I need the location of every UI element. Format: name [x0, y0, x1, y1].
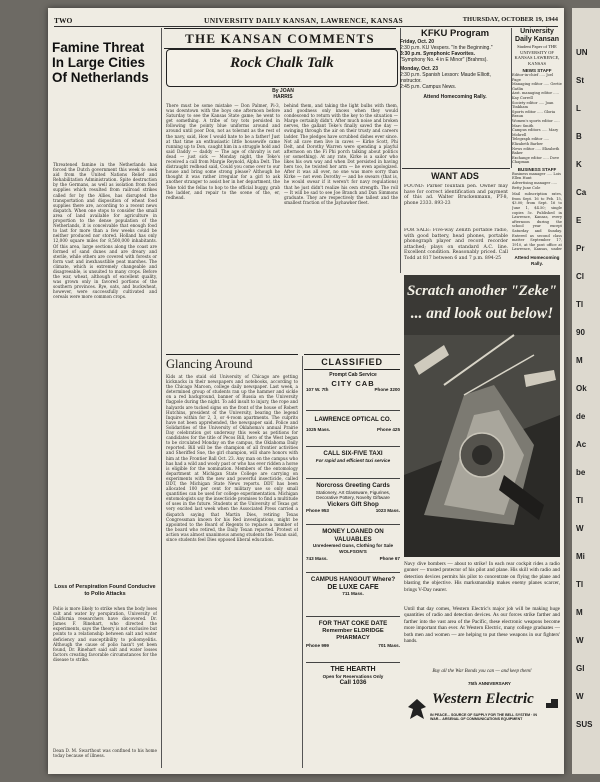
- glancing-around-title: Glancing Around: [166, 354, 298, 372]
- page-fragment: de: [576, 412, 586, 421]
- page-fragment: M: [576, 608, 583, 617]
- ad-head: LAWRENCE OPTICAL CO.: [314, 416, 392, 423]
- ad-name: Remember ELDRIDGE PHARMACY: [322, 627, 384, 641]
- famine-body: Threatened famine in the Netherlands has forced the Dutch government this week to seek aid from the United Nations Relief and Rehabilitation Administration. Spite destruction by the Germans, as well as isolation from food supplies which resulted from railroad strikes called for by the Allies, has disrupted the transportation and disposition of wheat food supplies there are, according to a recent news dispatch. When one stops to consider the small area of land available for agriculture in proportion to the dense population of the Netherlands, it is conceivable that enough food to last for more than a few weeks could be neither produced nor stored. Holland has only 12,000 square miles for 8,500,000 inhabitants. Of this area, large sections along the coast are formed of sand dunes and are dreary and sterile, while others are covered with forests or form vast and inexhaustible peat marshes. The climate, which is extremely changeable and disagreeable, is unsuited to many crops. Before the war, wheat, although of excellent quality, was grown only in favored portions of the southern provinces. Rye, oats, and buckwheat, however, were successfully cultivated and cereals were more common crops.: [53, 162, 157, 300]
- glancing-around-body: Kids at the staid old University of Chicago are getting kicknacks in their newspapers and notebooks, according to the Chicago Maroon, college daily newspaper. Last week, a determined group of students ran up the hammer and sickle on a red background, banner of Russia on the University flagpole during the night. To add insult to injury, the rope and halyards are tucked signs on the front of the house of Robert Hutchins, president of the University, bearing the legend Inquire within for 2, 3, or 4-room apartments. The culprits have not been apprehended, the newspaper said. Police and Solidarities of the University of Oklahoma's annual Prairie Day celebration got underway this week as petitions for candidates for the title of Pecos Bill, hero of the West began to be circulated Monday on the campus, the Oklahoma Daily reported. Bill will be the champion of all frontier activities and Sheriffed Sue, the girl champion, will share honors with him at the Frontier Ball Oct. 23. Any man on the campus who has had a wild and wooly past or who has ever ridden a horse is eligible for the nomination. Members of the entomology department at Michigan State College are carrying on experiments with the new and powerful insecticide, called DDT, the Michigan State News reports. DDT has been allocated 100 per cent for military use so only small quantities can be used for college experimentation. Michigan entomologists say the insecticide promises to find a multitude of uses in the future. Students at the University of Texas got very excited last week when the Associated Press carried a dispatch saying that Martin Dies, retiring Texas Congressman known for his Red investigations, might be appointed to the Board of Regents to replace a member of the board who retired, the Daily Texan reported. Protest of action was almost unanimous among students the Texan said, since students feel Dies opposed liberal education.: [166, 374, 298, 542]
- ad-head: Norcross Greeting Cards: [316, 482, 390, 489]
- kfku-title: KFKU Program: [420, 28, 490, 39]
- page-fragment: Cl: [576, 272, 584, 281]
- page-fragment: Tl: [576, 496, 584, 505]
- western-electric-ad-image: [404, 275, 560, 557]
- ad-phone: Phone 67: [379, 556, 400, 562]
- staff-line: Advertising manager ..... Betty June Cole: [512, 181, 558, 190]
- paper-name: UNIVERSITY DAILY KANSAN, LAWRENCE, KANSAS: [204, 16, 404, 25]
- classified-ad-vickers: [306, 482, 400, 525]
- newspaper-page: [48, 8, 564, 774]
- staff-line: Society editor ..... Joan Tinkham: [512, 100, 554, 110]
- rock-chalk-title: Rock Chalk Talk: [230, 55, 334, 71]
- eagle-emblem-icon: [406, 697, 428, 723]
- page-fragment: B: [576, 132, 582, 141]
- page-fragment: be: [576, 468, 586, 477]
- rock-chalk-box: [166, 49, 398, 87]
- staff-line: Editor-in-chief ..... Joel Page: [512, 73, 554, 82]
- ad-head: Prompt Cab Service: [329, 372, 377, 378]
- ad-head: FOR THAT COKE DATE: [318, 620, 388, 627]
- page-fragment: St: [576, 76, 584, 85]
- page-fragment: M: [576, 356, 583, 365]
- ad-tagline: IN PEACE... SOURCE OF SUPPLY FOR THE BELL SYSTEM · IN WAR... ARSENAL OF COMMUNICATIONS EQUIPMENT: [430, 713, 537, 722]
- classified-ad-eldridge: [306, 620, 400, 663]
- ad-head: CAMPUS HANGOUT Where?: [310, 576, 396, 583]
- udk-staff-box: [512, 28, 562, 267]
- polio-body: Polio is more likely to strike when the body loses salt and water by perspiration, University of California researchers have discovered. Dr. James F. Rinehart, who directed the experiments, says the theory is not exclusive but points to a relationship between salt and water deficiency and susceptibility to poliomyelitis. Although the cause of polio hasn't yet been found, Dr. Rinehart said salt and water losses factors creating favorable circumstances for the disease to strike.: [53, 606, 157, 662]
- classified-ad-city-cab: [306, 372, 400, 411]
- ad-address: 743 Mass.: [306, 556, 328, 562]
- page-fragment: W: [576, 692, 584, 701]
- ad-phone: Phone 953: [306, 508, 329, 514]
- anniversary-label: 75th ANNIVERSARY: [468, 681, 511, 686]
- page-fragment: Ok: [576, 384, 587, 393]
- page-fragment: Tl: [576, 300, 584, 309]
- ad-head: MONEY LOANED ON VALUABLES: [322, 528, 384, 543]
- page-fragment: K: [576, 160, 582, 169]
- kfku-line: 2:30 p.m. KU Vespers. "In the Beginning.": [400, 45, 493, 51]
- staff-line: Managing editor ..... Gertie Gatlin: [512, 82, 562, 91]
- polio-headline: Loss of Perspiration Found Conducive to Polio Attacks: [54, 584, 156, 597]
- page-label: TWO: [54, 16, 73, 25]
- ad-head: THE HEARTH: [330, 666, 376, 673]
- staff-line: Sports editor ..... Gloria Braun: [512, 109, 556, 119]
- page-fragment: Tl: [576, 580, 584, 589]
- ad-name: CITY CAB: [331, 378, 375, 388]
- page-fragment: E: [576, 216, 582, 225]
- page-fragment: Mi: [576, 552, 585, 561]
- page-fragment: L: [576, 104, 581, 113]
- ad-address: 711 Mass.: [342, 591, 364, 596]
- want-ad-for-sale: FOR SALE: Five-way Zenith portable radio, with good battery, head phones, portable phonograph player and record recorder attached; plays on standard A.C. line. Excellent condition. Reasonably priced. Call Todd at 817 between 6 and 7 p.m. 894-25: [404, 228, 508, 261]
- ad-name: DE LUXE CAFE: [327, 583, 379, 591]
- adjacent-page-edge: [572, 8, 600, 774]
- page-fragment: Ca: [576, 188, 587, 197]
- staff-line: Business manager ..... Lois Ellen Hunt: [512, 171, 561, 181]
- byline: [248, 88, 318, 100]
- want-ad-found: FOUND: Parker fountain pen. Owner may have for correct identification and payment of this ad. Walter Bruckenmann, PT-8, phone 2333. 893-23: [404, 184, 508, 206]
- kfku-line: 3:30 p.m. Symphonic Favorites.: [400, 51, 476, 57]
- kfku-line: 2:45 p.m. Campus News.: [400, 84, 457, 90]
- biz-staff-head: BUSINESS STAFF: [517, 166, 557, 172]
- ad-tagline: For rapid and efficient taxi service: [315, 457, 391, 463]
- classified-ad-six-five-taxi: [306, 450, 400, 479]
- flag-icon: [545, 697, 559, 711]
- page-fragment: Ac: [576, 440, 587, 449]
- masthead: [54, 16, 558, 26]
- staff-line: Exchange editor ..... Dove Chapman: [512, 155, 560, 165]
- udk-mail-rates: Mail subscription rates, from Sept. 16 to Feb. 15, $3.00; from Sept. 16 to June 1, $4.50; single copies 5c. Published in Lawrence, Kansas, every afternoon during the school year except Saturday and Sunday. Entered as second class matter September 17, 1910, at the post office at Lawrence, Kansas, under: [512, 192, 562, 252]
- udk-title: University Daily Kansan: [515, 28, 559, 43]
- ad-address: 1025 Mass.: [306, 426, 331, 432]
- ad-slogan: Buy all the War Bonds you can — and keep them!: [432, 669, 532, 674]
- page-fragment: W: [576, 636, 584, 645]
- want-ads-title: WANT ADS: [431, 171, 479, 181]
- news-staff-list: [512, 73, 562, 165]
- staff-line: News editor ..... Elizabeth Baker: [512, 146, 560, 156]
- udk-attend: Attend Homecoming Rally.: [514, 255, 560, 267]
- ad-phone: Phone 3200: [374, 387, 400, 392]
- classified-ad-wolfsons: [306, 528, 400, 573]
- staff-line: Women's sports editor ..... Marc Smith: [512, 118, 560, 128]
- kfku-line: 2:30 p.m. Spanish Lesson: Maude Elliott, instructor.: [400, 72, 491, 84]
- page-fragment: 90: [576, 328, 585, 337]
- ad-phone: Phone 425: [377, 426, 400, 432]
- kfku-attend: Attend Homecoming Rally.: [423, 94, 487, 100]
- ad-phone: Call 1036: [339, 679, 367, 687]
- dive-bomber-illustration: [404, 275, 560, 557]
- ad-desc: Unredeemed Guns, Clothing for Sale WOLFSON'S: [312, 543, 394, 554]
- western-electric-logo-block: [404, 681, 560, 739]
- famine-headline: Famine Threat In Large Cities Of Netherlands: [52, 40, 149, 85]
- staff-line: Telegraph editor ..... Elizabeth Barber: [512, 137, 550, 146]
- ad-copy-2: Until that day comes, Western Electric's major job will be making huge quantities of radio and detection devices. As our forces strike farther and farther into the vast area of the Pacific, these electronic weapons become more important than ever. At Western Electric, many college graduates — both men and women — are helping to put these weapons in our fighters' hands.: [404, 606, 560, 645]
- page-fragment: SUS: [576, 720, 593, 729]
- ad-shop: Vickers Gift Shop: [327, 500, 379, 508]
- ad-desc: Stationery, Art Glassware, Figurines, Decorative Pottery, Novelty Giftware: [315, 489, 391, 501]
- kfku-program: [400, 28, 510, 100]
- dean-notice: Dean D. M. Swarthout was confined to his home today because of illness.: [53, 748, 157, 759]
- ad-address: 1023 Mass.: [375, 508, 400, 514]
- ad-head: CALL SIX-FIVE TAXI: [323, 450, 383, 457]
- news-staff-head: NEWS STAFF: [522, 68, 552, 73]
- rock-chalk-col2: behind them, and taking the light bulbs with them, and goodness only knows when they would condescend to return with the key to the situation — Marge certainly didn't. After much noise and broken nerves, the gallant Teke's finally saved the day — swinging through the air on their trusty and careers ladder. The pledges have scrubbed dishes ever since. Not all cave men live in caves — Kirke Scott, Phi Delt, and Dorothy Warren were spending a playful afternoon on the Fi Phi porch talking about politics (or something). At any rate, Kirke is a sailor who likes his own way and when Dot persisted in having hers too, he twisted her arm — he even apologized. After it was all over, no one was more sorry than Kirke — not even Dorothy — and he swears (that is, he would swear if it weren't for navy regulations) that he just didn't realize his own strength. The roll — It will be sad to see Joe Branch and Dan Simmons graduate. They are respectively the tallest and the smallest fraction of the Jayhawker fleet.: [284, 103, 398, 205]
- page-fragment: Gl: [576, 664, 585, 673]
- ad-desc: Open for Reservations Only: [322, 673, 384, 679]
- page-fragment: W: [576, 524, 584, 533]
- byline-by: By JOAN: [272, 88, 294, 94]
- issue-date: THURSDAY, OCTOBER 19, 1944: [462, 16, 558, 23]
- western-electric-logo: Western Electric: [432, 691, 534, 707]
- kfku-day: Monday, Oct. 23: [400, 66, 438, 72]
- rock-chalk-col1: There must be some mistake — Don Palmer, Pi-3, was downtown with the boys one afternoon before Saturday to see the Kansas State game; he went to get something. A tribe of toy tots persisted in following the pointy blue uniforms around and around until poor Don, not as tolerant as the rest of the navy, said, How I would hate to be a father! Just at that time an enthusiastic little housewife came running up to Don, caught him in a struggle hold and said Daddy — daddy — The age of chivalry is not dead — just sick — Monday night, the Teke's received a call from Margie Reynold, Alpha Delt. The distraught redhead said, Could you come over to our house and bring some strong please? Although he thought it was rather irregular for a girl to ask another stranger to assist her in her department, the Teke told the fellas to hop to the official buggy, grab the ladder, and repair to the scene of the, er, redhead.: [166, 103, 280, 200]
- classified-title: CLASSIFIED: [304, 354, 400, 370]
- page-fragment: Pr: [576, 244, 585, 253]
- section-title: THE KANSAN COMMENTS: [164, 28, 396, 49]
- classified-ad-deluxe-cafe: [306, 576, 400, 617]
- kfku-day: Friday, Oct. 20: [400, 39, 435, 45]
- page-fragment: UN: [576, 48, 588, 57]
- udk-sub: Student Paper of THE UNIVERSITY OF KANSAS LAWRENCE, KANSAS: [514, 44, 560, 66]
- ad-address: 701 Mass.: [378, 642, 400, 648]
- kfku-line: "Symphony No. 4 in E Minor" (Brahms).: [400, 57, 488, 63]
- ad-headline-1: Scratch another "Zeke": [407, 283, 557, 299]
- ad-phone: Phone 999: [306, 642, 329, 648]
- ad-copy-1: Navy dive bombers — about to strike! In each rear cockpit rides a radio gunner — trusted protector of his pilot and plane. His skill with radio and detection devices permits his pilot to concentrate on flying the plane and blasting the objective. His marksmanship makes enemy planes scarcer, brings V-Day nearer.: [404, 561, 560, 593]
- biz-staff-list: [512, 172, 562, 190]
- staff-line: Campus editors ..... Mary Mohrell: [512, 128, 559, 137]
- classified-ad-hearth: [306, 666, 400, 706]
- byline-name: HARRIS: [273, 94, 293, 100]
- classified-ad-optical: [306, 416, 400, 447]
- ad-address: 107 W. 7th: [306, 387, 329, 392]
- ad-headline-2: ... and look out below!: [410, 305, 554, 322]
- staff-line: Asst. managing editor ..... Kay Correll: [512, 91, 559, 100]
